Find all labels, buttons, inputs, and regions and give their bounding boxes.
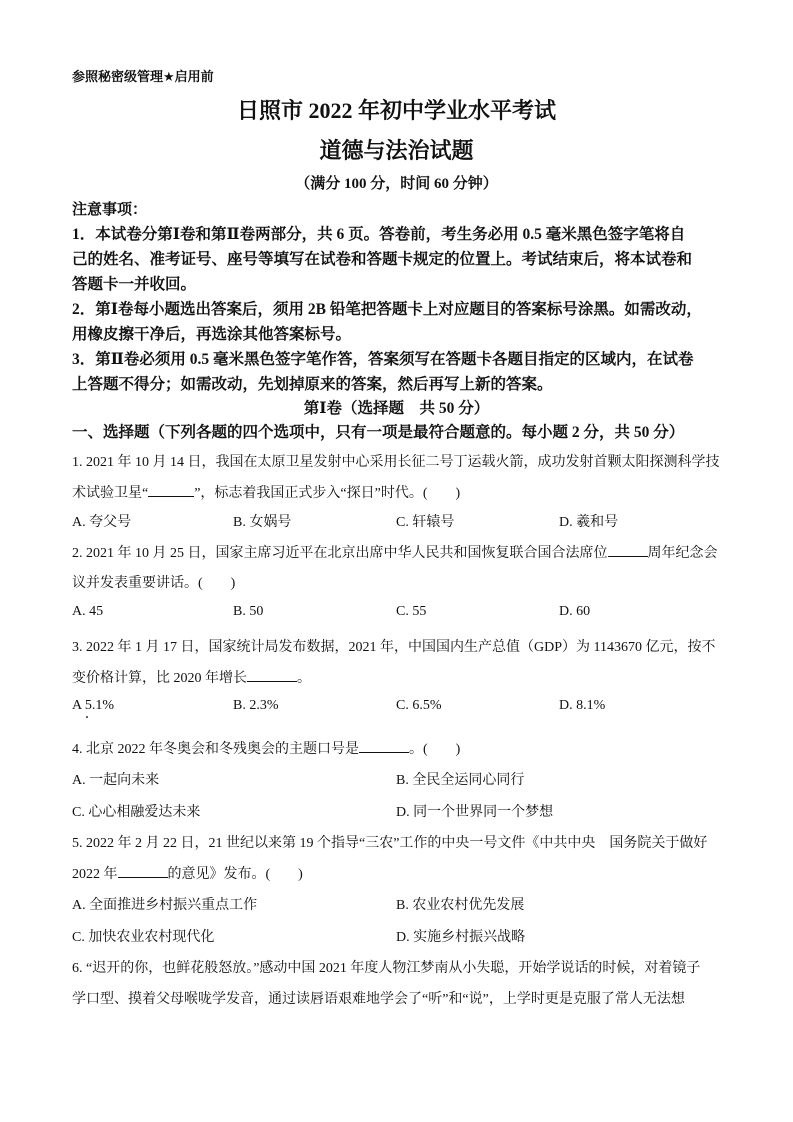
exam-score-time: （满分 100 分，时间 60 分钟） [295,176,498,192]
question-text: 的意见》发布。( ) [167,867,303,882]
notice-line: 答题卡一并收回。 [72,276,197,293]
option-d: D. 8.1% [559,698,606,713]
question-2-line1 [72,542,718,562]
question-5-line1: 5. 2022 年 2 月 22 日，21 世纪以来第 19 个指导“三农”工作的中央一号文件《中共中央 国务院关于做好 [72,836,708,851]
question-1-line2 [72,482,460,502]
notice-line: 己的姓名、准考证号、座号等填写在试卷和答题卡规定的位置上。考试结束后，将本试卷和 [72,251,693,268]
question-6-line2: 学口型、摸着父母喉咙学发音，通过读唇语艰难地学会了“听”和“说”，上学时更是克服了常人无法想 [72,992,685,1007]
question-text: 4. 北京 2022 年冬奥会和冬残奥会的主题口号是 [72,742,359,757]
section-title: 第Ⅰ卷（选择题 共 50 分） [303,400,490,417]
option-c: C. 心心相融爱达未来 [72,805,201,820]
option-b: B. 2.3% [233,698,279,713]
exam-title: 日照市 2022 年初中学业水平考试 [236,98,556,123]
option-a: A 5.1% [72,698,114,713]
option-a: A. 全面推进乡村振兴重点工作 [72,898,258,913]
question-text: 2022 年 [72,867,118,882]
option-b: B. 农业农村优先发展 [396,898,525,913]
answer-blank [118,863,168,878]
option-b: B. 女娲号 [233,515,292,530]
notice-line: 3．第Ⅱ卷必须用 0.5 毫米黑色签字笔作答，答案须写在答题卡各题目指定的区域内，在试卷 [72,351,694,368]
question-3-line1: 3. 2022 年 1 月 17 日，国家统计局发布数据，2021 年，中国国内生产总值（GDP）为 1143670 亿元，按不 [72,640,716,655]
option-a: A. 夸父号 [72,515,132,530]
question-text: 2. 2021 年 10 月 25 日，国家主席习近平在北京出席中华人民共和国恢复联合国合法席位 [72,546,608,561]
option-a: A. 一起向未来 [72,773,160,788]
answer-blank [359,738,409,753]
question-2-line2: 议并发表重要讲话。( ) [72,576,236,591]
notice-line: 2．第Ⅰ卷每小题选出答案后，须用 2B 铅笔把答题卡上对应题目的答案标号涂黑。如需改动， [72,301,702,318]
option-c: C. 6.5% [396,698,442,713]
question-text: 术试验卫星“ [72,486,149,501]
option-d: D. 60 [559,604,591,619]
question-4-line1 [72,738,460,758]
question-6-line1: 6. “迟开的你，也鲜花般怒放。”感动中国 2021 年度人物江梦南从小失聪，开始学说话的时候，对着镜子 [72,961,701,976]
option-c: C. 55 [396,604,427,619]
answer-blank [148,482,194,497]
notice-line: 用橡皮擦干净后，再选涂其他答案标号。 [72,326,352,343]
option-d: D. 同一个世界同一个梦想 [396,805,554,820]
option-d: D. 实施乡村振兴战略 [396,930,526,945]
question-3-line2 [72,667,311,687]
option-a: A. 45 [72,604,104,619]
question-text: ”，标志着我国正式步入“探日”时代。( ) [194,486,461,501]
exam-subject-title: 道德与法治试题 [319,138,474,163]
option-d: D. 羲和号 [559,515,619,530]
option-c: C. 加快农业农村现代化 [72,930,215,945]
notice-line: 1．本试卷分第Ⅰ卷和第Ⅱ卷两部分，共 6 页。答卷前，考生务必用 0.5 毫米黑色签字笔将自 [72,226,686,243]
option-b: B. 50 [233,604,264,619]
question-text: 变价格计算，比 2020 年增长 [72,671,247,686]
notice-line: 上答题不得分；如需改动，先划掉原来的答案，然后再写上新的答案。 [72,376,553,393]
question-5-line2 [72,863,303,883]
question-text: 。 [297,671,311,686]
option-b: B. 全民全运同心同行 [396,773,525,788]
secret-level-label: 参照秘密级管理★启用前 [72,70,214,85]
question-text: 。( ) [409,742,461,757]
answer-blank [247,667,297,682]
question-1-line1: 1. 2021 年 10 月 14 日，我国在太原卫星发射中心采用长征二号丁运载火箭，成功发射首颗太阳探测科学技 [72,455,720,470]
stray-dot [86,716,88,718]
option-c: C. 轩辕号 [396,515,455,530]
notice-heading: 注意事项： [72,202,148,218]
answer-blank [608,542,648,557]
question-text: 周年纪念会 [647,546,718,561]
part-title: 一、选择题（下列各题的四个选项中，只有一项是最符合题意的。每小题 2 分，共 50 分） [72,424,685,441]
